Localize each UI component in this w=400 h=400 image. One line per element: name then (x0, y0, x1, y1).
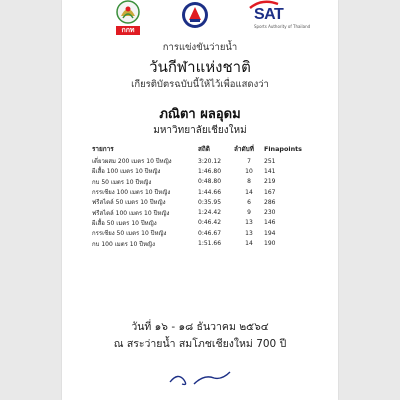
certificate-title: เกียรติบัตรฉบับนี้ให้ไว้เพื่อแสดงว่า (131, 79, 269, 90)
table-row (92, 197, 308, 207)
sat-logo-subtitle: Sports Authority of Thailand (254, 24, 311, 29)
row-rank: 10 (245, 167, 253, 175)
logo-left-text: กกท (116, 26, 140, 35)
row-points: 167 (264, 188, 276, 196)
row-time: 1:24.42 (198, 209, 222, 217)
row-event: เดี่ยวผสม 200 เมตร 10 ปีหญิง (92, 158, 172, 166)
association-shield-logo (180, 0, 210, 32)
row-time: 1:51.66 (198, 240, 222, 248)
row-rank: 13 (245, 229, 253, 237)
row-time: 0:35.95 (198, 198, 222, 206)
row-rank: 14 (245, 188, 253, 196)
table-row (92, 156, 308, 166)
row-rank: 14 (245, 240, 253, 248)
row-event: ฟรีสไตล์ 100 เมตร 10 ปีหญิง (92, 209, 170, 217)
table-row (92, 177, 308, 187)
results-header-row (92, 141, 308, 156)
row-points: 190 (264, 240, 276, 248)
table-row (92, 228, 308, 238)
header-rank: ลำดับที่ (234, 144, 254, 153)
row-event: กบ 100 เมตร 10 ปีหญิง (92, 240, 156, 248)
row-event: กรรเชียง 50 เมตร 10 ปีหญิง (92, 230, 167, 238)
event-type: การแข่งขันว่ายน้ำ (162, 42, 238, 53)
athlete-name: ภณิตา ผลอุดม (159, 107, 241, 122)
athlete-school: มหาวิทยาลัยเชียงใหม่ (153, 125, 247, 136)
header-time: สถิติ (198, 144, 210, 153)
signature-image (166, 368, 236, 390)
row-rank: 6 (247, 198, 251, 206)
row-rank: 7 (247, 157, 251, 165)
header-points: Finapoints (264, 144, 302, 153)
row-rank: 13 (245, 219, 253, 227)
row-points: 286 (264, 198, 276, 206)
row-event: กรรเชียง 100 เมตร 10 ปีหญิง (92, 189, 171, 197)
sat-logo-text: SAT (254, 6, 284, 23)
row-event: ฟรีสไตล์ 50 เมตร 10 ปีหญิง (92, 199, 166, 207)
certificate-page (62, 0, 338, 400)
row-time: 1:44.66 (198, 188, 222, 196)
row-time: 1:46.80 (198, 167, 222, 175)
table-row (92, 207, 308, 217)
table-row (92, 166, 308, 176)
results-table (92, 141, 308, 249)
table-row (92, 238, 308, 248)
row-points: 194 (264, 229, 276, 237)
row-time: 0:48.80 (198, 178, 222, 186)
row-time: 0:46.67 (198, 229, 222, 237)
row-event: ผีเสื้อ 100 เมตร 10 ปีหญิง (92, 168, 161, 176)
table-row (92, 218, 308, 228)
row-rank: 9 (247, 209, 251, 217)
event-venue: ณ สระว่ายน้ำ สมโภชเชียงใหม่ 700 ปี (113, 338, 287, 350)
row-event: ผีเสื้อ 50 เมตร 10 ปีหญิง (92, 219, 157, 227)
row-points: 146 (264, 219, 276, 227)
row-points: 141 (264, 167, 276, 175)
event-name: วันกีฬาแห่งชาติ (149, 58, 251, 76)
logo-bar (62, 0, 338, 40)
table-row (92, 187, 308, 197)
row-time: 3:20.12 (198, 157, 222, 165)
event-date: วันที่ ๑๖ - ๑๘ ธันวาคม ๒๕๖๔ (131, 321, 269, 333)
header-event: รายการ (92, 144, 114, 153)
row-points: 230 (264, 209, 276, 217)
row-event: กบ 50 เมตร 10 ปีหญิง (92, 178, 152, 186)
row-points: 251 (264, 157, 276, 165)
row-points: 219 (264, 178, 276, 186)
row-rank: 8 (247, 178, 251, 186)
row-time: 0:46.42 (198, 219, 222, 227)
